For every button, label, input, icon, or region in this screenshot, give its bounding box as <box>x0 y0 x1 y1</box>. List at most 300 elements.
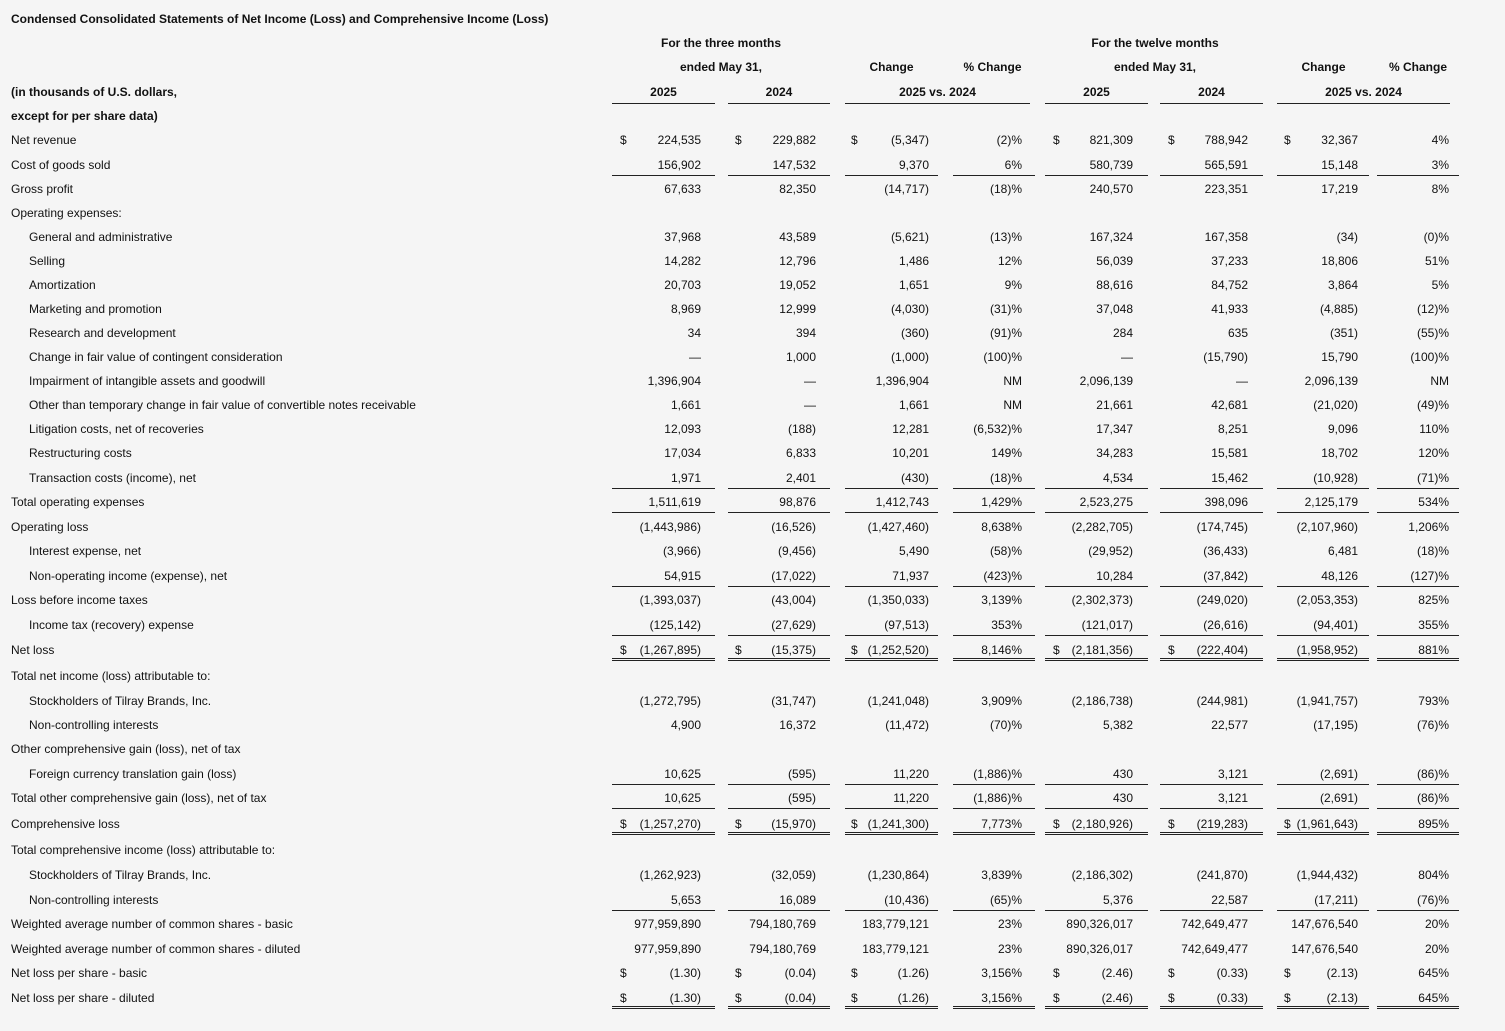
underline <box>845 910 938 911</box>
row-label: Research and development <box>29 326 176 340</box>
underline <box>845 784 938 785</box>
dollar-sign: $ <box>1168 966 1175 980</box>
underline <box>612 808 715 809</box>
value-cell: 1,651 <box>898 278 929 292</box>
value-cell: 48,126 <box>1321 569 1358 583</box>
value-cell: (1.26) <box>897 966 929 980</box>
value-cell: (71)% <box>1416 471 1449 485</box>
underline <box>845 488 938 489</box>
value-cell: (29,952) <box>1088 544 1133 558</box>
value-cell: (9,456) <box>777 544 816 558</box>
value-cell: (430) <box>900 471 929 485</box>
underline <box>1160 488 1263 489</box>
header-year-2025-12m: 2025 <box>1083 85 1110 99</box>
value-cell: 147,676,540 <box>1291 942 1358 956</box>
underline <box>1277 635 1369 636</box>
value-cell: (37,842) <box>1203 569 1248 583</box>
value-cell: 1,396,904 <box>875 374 929 388</box>
underline <box>728 808 830 809</box>
value-cell: 3,909% <box>981 694 1022 708</box>
double-underline <box>845 832 938 835</box>
value-cell: (18)% <box>989 471 1022 485</box>
value-cell: (15,790) <box>1203 350 1248 364</box>
value-cell: 34 <box>687 326 701 340</box>
value-cell: (1,262,923) <box>639 868 701 882</box>
header-underline <box>728 103 830 104</box>
value-cell: 167,324 <box>1089 230 1133 244</box>
dollar-sign: $ <box>620 991 627 1005</box>
value-cell: 34,283 <box>1096 446 1133 460</box>
header-year-2024-3m: 2024 <box>765 85 793 99</box>
dollar-sign: $ <box>851 133 858 147</box>
value-cell: (36,433) <box>1203 544 1248 558</box>
underline <box>1045 175 1148 176</box>
value-cell: (1,241,300) <box>867 817 929 831</box>
row-label: Amortization <box>29 278 96 292</box>
underline <box>1377 586 1459 587</box>
value-cell: (351) <box>1329 326 1358 340</box>
value-cell: 6% <box>1004 158 1022 172</box>
row-label: Net loss <box>11 643 55 657</box>
row-label: Selling <box>29 254 66 268</box>
row-label: Stockholders of Tilray Brands, Inc. <box>29 694 212 708</box>
table-row <box>0 128 1505 152</box>
table-row <box>0 273 1505 297</box>
header-change-12m: Change <box>1301 60 1346 74</box>
value-cell: 15,462 <box>1211 471 1248 485</box>
value-cell: (2,180,926) <box>1071 817 1133 831</box>
value-cell: (49)% <box>1416 398 1449 412</box>
underline <box>1277 512 1369 513</box>
value-cell: 881% <box>1418 643 1449 657</box>
header-vs-12m: 2025 vs. 2024 <box>1325 85 1402 99</box>
dollar-sign: $ <box>620 133 627 147</box>
underline <box>1045 488 1148 489</box>
row-label: Cost of goods sold <box>11 158 111 172</box>
double-underline <box>1160 1006 1263 1009</box>
row-label: Non-controlling interests <box>29 893 159 907</box>
value-cell: 645% <box>1418 966 1449 980</box>
double-underline <box>728 832 830 835</box>
value-cell: (10,928) <box>1313 471 1358 485</box>
table-row <box>0 588 1505 612</box>
dollar-sign: $ <box>1168 817 1175 831</box>
value-cell: 977,959,890 <box>634 942 701 956</box>
value-cell: 1,661 <box>670 398 701 412</box>
dollar-sign: $ <box>1053 817 1060 831</box>
value-cell: (1,941,757) <box>1296 694 1358 708</box>
row-label: Operating loss <box>11 520 89 534</box>
value-cell: (14,717) <box>884 182 929 196</box>
table-row <box>0 249 1505 273</box>
value-cell: (360) <box>900 326 929 340</box>
dollar-sign: $ <box>735 643 742 657</box>
value-cell: (15,375) <box>771 643 816 657</box>
underline <box>1160 635 1263 636</box>
underline <box>845 175 938 176</box>
value-cell: (1,000) <box>890 350 929 364</box>
table-row <box>0 539 1505 563</box>
table-row <box>0 838 1505 862</box>
table-row <box>0 812 1505 836</box>
value-cell: — <box>804 374 816 388</box>
double-underline <box>1277 1006 1369 1009</box>
value-cell: (1,350,033) <box>867 593 929 607</box>
table-row <box>0 201 1505 225</box>
value-cell: (1,241,048) <box>867 694 929 708</box>
underline <box>1377 808 1459 809</box>
table-row <box>0 177 1505 201</box>
underline <box>1045 910 1148 911</box>
table-row <box>0 638 1505 662</box>
value-cell: 430 <box>1112 767 1133 781</box>
value-cell: (2.13) <box>1326 966 1358 980</box>
value-cell: 9,370 <box>898 158 929 172</box>
value-cell: 10,625 <box>664 767 701 781</box>
value-cell: 56,039 <box>1096 254 1133 268</box>
value-cell: (0.04) <box>784 966 816 980</box>
table-row <box>0 961 1505 985</box>
value-cell: 3% <box>1431 158 1449 172</box>
double-underline <box>953 1006 1035 1009</box>
value-cell: 17,219 <box>1321 182 1358 196</box>
double-underline <box>953 832 1035 835</box>
value-cell: 147,676,540 <box>1291 917 1358 931</box>
value-cell: 71,937 <box>892 569 929 583</box>
value-cell: 19,052 <box>779 278 816 292</box>
dollar-sign: $ <box>851 643 858 657</box>
header-units-line1: (in thousands of U.S. dollars, <box>11 85 178 99</box>
table-row <box>0 369 1505 393</box>
underline <box>1277 784 1369 785</box>
dollar-sign: $ <box>620 817 627 831</box>
value-cell: 23% <box>997 917 1022 931</box>
value-cell: 14,282 <box>664 254 701 268</box>
value-cell: (1.30) <box>669 991 701 1005</box>
value-cell: 890,326,017 <box>1066 942 1133 956</box>
underline <box>612 784 715 785</box>
underline <box>612 175 715 176</box>
double-underline <box>1277 658 1369 661</box>
double-underline <box>953 658 1035 661</box>
underline <box>728 784 830 785</box>
value-cell: 8,251 <box>1217 422 1248 436</box>
value-cell: 977,959,890 <box>634 917 701 931</box>
value-cell: (18)% <box>989 182 1022 196</box>
underline <box>1160 808 1263 809</box>
value-cell: (219,283) <box>1196 817 1248 831</box>
value-cell: (2)% <box>996 133 1022 147</box>
value-cell: (1,272,795) <box>639 694 701 708</box>
value-cell: 4,534 <box>1102 471 1133 485</box>
value-cell: 11,220 <box>893 791 929 805</box>
value-cell: (595) <box>787 791 816 805</box>
value-cell: (2,181,356) <box>1071 643 1133 657</box>
underline <box>1377 910 1459 911</box>
value-cell: 1,429% <box>981 495 1022 509</box>
dollar-sign: $ <box>1053 643 1060 657</box>
value-cell: (58)% <box>989 544 1022 558</box>
header-underline <box>1160 103 1263 104</box>
underline <box>1160 910 1263 911</box>
value-cell: 534% <box>1418 495 1449 509</box>
value-cell: 88,616 <box>1096 278 1133 292</box>
double-underline <box>612 658 715 661</box>
table-row <box>0 786 1505 810</box>
dollar-sign: $ <box>620 643 627 657</box>
table-row <box>0 689 1505 713</box>
table-row <box>0 564 1505 588</box>
value-cell: 3,121 <box>1217 767 1248 781</box>
dollar-sign: $ <box>851 966 858 980</box>
value-cell: 42,681 <box>1211 398 1248 412</box>
underline <box>728 586 830 587</box>
underline <box>612 586 715 587</box>
row-label: Net revenue <box>11 133 77 147</box>
underline <box>953 512 1035 513</box>
row-label: Impairment of intangible assets and goodwill <box>29 374 266 388</box>
row-label: Non-controlling interests <box>29 718 159 732</box>
value-cell: — <box>804 398 816 412</box>
value-cell: (86)% <box>1416 767 1449 781</box>
value-cell: NM <box>1430 374 1449 388</box>
value-cell: 1,412,743 <box>875 495 929 509</box>
dollar-sign: $ <box>735 817 742 831</box>
value-cell: 5,490 <box>898 544 929 558</box>
underline <box>953 784 1035 785</box>
underline <box>953 488 1035 489</box>
value-cell: — <box>689 350 701 364</box>
value-cell: (32,059) <box>771 868 816 882</box>
value-cell: (2,302,373) <box>1071 593 1133 607</box>
value-cell: (86)% <box>1416 791 1449 805</box>
value-cell: (1,443,986) <box>639 520 701 534</box>
value-cell: (0.33) <box>1216 991 1248 1005</box>
value-cell: 10,201 <box>892 446 929 460</box>
value-cell: 183,779,121 <box>862 917 929 931</box>
value-cell: 223,351 <box>1204 182 1248 196</box>
dollar-sign: $ <box>1168 991 1175 1005</box>
value-cell: 183,779,121 <box>862 942 929 956</box>
header-year-2024-12m: 2024 <box>1198 85 1225 99</box>
underline <box>612 512 715 513</box>
dollar-sign: $ <box>1053 991 1060 1005</box>
underline <box>1160 586 1263 587</box>
value-cell: (0.04) <box>784 991 816 1005</box>
value-cell: 167,358 <box>1204 230 1248 244</box>
value-cell: 156,902 <box>657 158 701 172</box>
value-cell: 821,309 <box>1089 133 1133 147</box>
underline <box>845 635 938 636</box>
value-cell: (16,526) <box>771 520 816 534</box>
table-row <box>0 297 1505 321</box>
value-cell: 793% <box>1418 694 1449 708</box>
double-underline <box>1160 658 1263 661</box>
double-underline <box>1377 832 1459 835</box>
header-year-2025-3m: 2025 <box>650 85 677 99</box>
double-underline <box>1377 1006 1459 1009</box>
value-cell: (1,886)% <box>973 791 1022 805</box>
value-cell: (18)% <box>1416 544 1449 558</box>
value-cell: (1,958,952) <box>1296 643 1358 657</box>
value-cell: 4,900 <box>670 718 701 732</box>
value-cell: (1,230,864) <box>867 868 929 882</box>
value-cell: 635 <box>1227 326 1248 340</box>
underline <box>1277 910 1369 911</box>
underline <box>953 910 1035 911</box>
value-cell: 98,876 <box>779 495 816 509</box>
underline <box>1045 784 1148 785</box>
underline <box>1377 488 1459 489</box>
row-label: Net loss per share - diluted <box>11 991 155 1005</box>
underline <box>728 512 830 513</box>
header-three-months-line2: ended May 31, <box>679 60 763 74</box>
dollar-sign: $ <box>1053 133 1060 147</box>
value-cell: 804% <box>1418 868 1449 882</box>
value-cell: (595) <box>787 767 816 781</box>
underline <box>1160 175 1263 176</box>
value-cell: (2,186,738) <box>1071 694 1133 708</box>
value-cell: — <box>1121 350 1133 364</box>
value-cell: 224,535 <box>657 133 701 147</box>
table-row <box>0 664 1505 688</box>
table-row <box>0 466 1505 490</box>
underline <box>1277 488 1369 489</box>
value-cell: 3,156% <box>981 991 1022 1005</box>
underline <box>1045 512 1148 513</box>
value-cell: 17,347 <box>1096 422 1133 436</box>
header-three-months-line1: For the three months <box>660 36 781 50</box>
value-cell: 398,096 <box>1204 495 1248 509</box>
dollar-sign: $ <box>1168 643 1175 657</box>
value-cell: 394 <box>795 326 816 340</box>
value-cell: 9,096 <box>1327 422 1358 436</box>
header-units-line2: except for per share data) <box>11 109 158 123</box>
value-cell: 37,968 <box>664 230 701 244</box>
underline <box>1045 586 1148 587</box>
value-cell: (31,747) <box>771 694 816 708</box>
value-cell: (249,020) <box>1196 593 1248 607</box>
underline <box>728 488 830 489</box>
value-cell: 12% <box>997 254 1022 268</box>
double-underline <box>728 1006 830 1009</box>
value-cell: (12)% <box>1416 302 1449 316</box>
value-cell: 37,048 <box>1096 302 1133 316</box>
value-cell: 12,796 <box>779 254 816 268</box>
value-cell: 742,649,477 <box>1181 917 1248 931</box>
value-cell: 794,180,769 <box>749 942 816 956</box>
underline <box>845 512 938 513</box>
value-cell: (2,186,302) <box>1071 868 1133 882</box>
value-cell: (11,472) <box>885 718 929 732</box>
double-underline <box>845 658 938 661</box>
value-cell: 12,999 <box>779 302 816 316</box>
value-cell: (17,211) <box>1314 893 1358 907</box>
table-row <box>0 490 1505 514</box>
value-cell: 16,372 <box>779 718 816 732</box>
value-cell: 17,034 <box>664 446 701 460</box>
table-row <box>0 441 1505 465</box>
row-label: Stockholders of Tilray Brands, Inc. <box>29 868 212 882</box>
dollar-sign: $ <box>735 991 742 1005</box>
value-cell: 788,942 <box>1204 133 1248 147</box>
value-cell: — <box>1236 374 1248 388</box>
value-cell: 2,401 <box>785 471 816 485</box>
double-underline <box>728 658 830 661</box>
value-cell: (97,513) <box>884 618 929 632</box>
double-underline <box>1045 832 1148 835</box>
value-cell: 1,486 <box>898 254 929 268</box>
header-underline <box>1045 103 1148 104</box>
value-cell: 5% <box>1431 278 1449 292</box>
value-cell: (174,745) <box>1196 520 1248 534</box>
double-underline <box>612 1006 715 1009</box>
value-cell: (2.13) <box>1326 991 1358 1005</box>
underline <box>953 635 1035 636</box>
table-row <box>0 613 1505 637</box>
value-cell: (21,020) <box>1313 398 1358 412</box>
value-cell: 110% <box>1419 422 1449 436</box>
value-cell: (94,401) <box>1313 618 1358 632</box>
value-cell: (241,870) <box>1196 868 1248 882</box>
underline <box>612 910 715 911</box>
value-cell: 149% <box>991 446 1022 460</box>
value-cell: (65)% <box>989 893 1022 907</box>
underline <box>953 808 1035 809</box>
value-cell: 8,146% <box>981 643 1022 657</box>
value-cell: (1,267,895) <box>639 643 701 657</box>
dollar-sign: $ <box>1284 966 1291 980</box>
value-cell: 8,969 <box>670 302 701 316</box>
value-cell: 16,089 <box>779 893 816 907</box>
header-change-3m: Change <box>869 60 914 74</box>
row-label: Transaction costs (income), net <box>29 471 196 485</box>
row-label: Weighted average number of common shares - basic <box>11 917 293 931</box>
value-cell: 1,206% <box>1408 520 1449 534</box>
value-cell: 2,096,139 <box>1304 374 1358 388</box>
row-label: Net loss per share - basic <box>11 966 148 980</box>
value-cell: 825% <box>1418 593 1449 607</box>
underline <box>1160 784 1263 785</box>
value-cell: 10,284 <box>1096 569 1133 583</box>
underline <box>1277 175 1369 176</box>
row-label: Foreign currency translation gain (loss) <box>29 767 237 781</box>
value-cell: 2,125,179 <box>1304 495 1358 509</box>
value-cell: (121,017) <box>1081 618 1133 632</box>
value-cell: NM <box>1003 398 1022 412</box>
value-cell: 3,156% <box>981 966 1022 980</box>
value-cell: 15,790 <box>1321 350 1358 364</box>
row-label: Total other comprehensive gain (loss), net of tax <box>11 791 267 805</box>
value-cell: (5,621) <box>890 230 929 244</box>
row-label: Litigation costs, net of recoveries <box>29 422 204 436</box>
row-label: Interest expense, net <box>29 544 142 558</box>
value-cell: (26,616) <box>1203 618 1248 632</box>
row-label: Restructuring costs <box>29 446 132 460</box>
value-cell: 10,625 <box>664 791 701 805</box>
value-cell: 1,000 <box>785 350 816 364</box>
header-twelve-months-line1: For the twelve months <box>1091 36 1219 50</box>
double-underline <box>1277 832 1369 835</box>
underline <box>1377 784 1459 785</box>
underline <box>728 910 830 911</box>
value-cell: 20% <box>1424 942 1449 956</box>
value-cell: 2,523,275 <box>1079 495 1133 509</box>
table-row <box>0 345 1505 369</box>
value-cell: 355% <box>1418 618 1449 632</box>
value-cell: (222,404) <box>1196 643 1248 657</box>
value-cell: 1,661 <box>898 398 929 412</box>
